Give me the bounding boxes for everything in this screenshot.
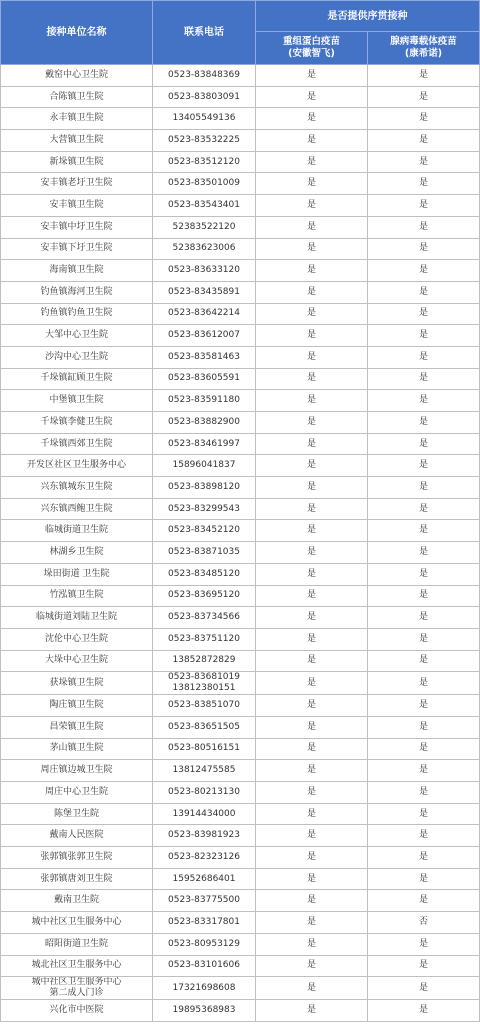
header-sequential-vaccination: 是否提供序贯接种 xyxy=(256,1,480,32)
cell-recombinant-protein: 是 xyxy=(256,130,368,152)
cell-unit-name: 安丰镇中圩卫生院 xyxy=(1,216,153,238)
table-row xyxy=(1,1000,480,1022)
cell-recombinant-protein: 是 xyxy=(256,195,368,217)
cell-phone: 0523-83612007 xyxy=(153,325,256,347)
cell-adenovirus-vector: 是 xyxy=(368,825,480,847)
cell-adenovirus-vector: 是 xyxy=(368,563,480,585)
table-row xyxy=(1,108,480,130)
cell-phone: 0523-83485120 xyxy=(153,563,256,585)
cell-unit-name: 钓鱼镇海河卫生院 xyxy=(1,281,153,303)
cell-unit-name: 周庄中心卫生院 xyxy=(1,782,153,804)
cell-unit-name: 戴南卫生院 xyxy=(1,890,153,912)
cell-phone: 13405549136 xyxy=(153,108,256,130)
cell-phone: 52383522120 xyxy=(153,216,256,238)
table-row xyxy=(1,455,480,477)
cell-recombinant-protein: 是 xyxy=(256,65,368,87)
cell-adenovirus-vector: 是 xyxy=(368,86,480,108)
cell-recombinant-protein: 是 xyxy=(256,890,368,912)
cell-recombinant-protein: 是 xyxy=(256,628,368,650)
cell-phone: 0523-83543401 xyxy=(153,195,256,217)
cell-unit-name: 城中社区卫生服务中心 xyxy=(1,912,153,934)
cell-recombinant-protein: 是 xyxy=(256,563,368,585)
cell-adenovirus-vector: 是 xyxy=(368,238,480,260)
cell-recombinant-protein: 是 xyxy=(256,86,368,108)
cell-recombinant-protein: 是 xyxy=(256,782,368,804)
cell-unit-name: 大垛中心卫生院 xyxy=(1,650,153,672)
header-vaccine-b-maker: (康希诺) xyxy=(404,48,443,59)
cell-unit-name: 城北社区卫生服务中心 xyxy=(1,955,153,977)
cell-recombinant-protein: 是 xyxy=(256,303,368,325)
cell-phone: 0523-83751120 xyxy=(153,628,256,650)
phone-line2: 13812380151 xyxy=(172,683,236,694)
cell-recombinant-protein: 是 xyxy=(256,933,368,955)
cell-unit-name: 海南镇卫生院 xyxy=(1,260,153,282)
cell-recombinant-protein: 是 xyxy=(256,151,368,173)
cell-adenovirus-vector: 是 xyxy=(368,520,480,542)
cell-recombinant-protein: 是 xyxy=(256,390,368,412)
cell-adenovirus-vector: 是 xyxy=(368,281,480,303)
cell-adenovirus-vector: 是 xyxy=(368,890,480,912)
cell-unit-name: 钓鱼镇钓鱼卫生院 xyxy=(1,303,153,325)
table-row xyxy=(1,412,480,434)
cell-recombinant-protein: 是 xyxy=(256,216,368,238)
cell-phone: 0523-83871035 xyxy=(153,542,256,564)
cell-unit-name: 昌荣镇卫生院 xyxy=(1,716,153,738)
cell-unit-name: 张郭镇唐刘卫生院 xyxy=(1,868,153,890)
table-row xyxy=(1,151,480,173)
cell-adenovirus-vector: 是 xyxy=(368,650,480,672)
table-row xyxy=(1,695,480,717)
cell-adenovirus-vector: 是 xyxy=(368,173,480,195)
cell-unit-name: 沈伦中心卫生院 xyxy=(1,628,153,650)
cell-recombinant-protein: 是 xyxy=(256,281,368,303)
cell-unit-name: 陶庄镇卫生院 xyxy=(1,695,153,717)
cell-recombinant-protein: 是 xyxy=(256,955,368,977)
cell-unit-name: 戴窑中心卫生院 xyxy=(1,65,153,87)
cell-phone: 0523-83452120 xyxy=(153,520,256,542)
cell-recombinant-protein: 是 xyxy=(256,868,368,890)
cell-unit-name: 张郭镇张郭卫生院 xyxy=(1,847,153,869)
cell-recombinant-protein: 是 xyxy=(256,433,368,455)
header-phone: 联系电话 xyxy=(153,1,256,65)
table-row xyxy=(1,803,480,825)
table-row xyxy=(1,498,480,520)
cell-adenovirus-vector: 是 xyxy=(368,803,480,825)
table-row xyxy=(1,195,480,217)
table-row xyxy=(1,955,480,977)
cell-phone: 0523-80953129 xyxy=(153,933,256,955)
cell-adenovirus-vector: 是 xyxy=(368,607,480,629)
table-row xyxy=(1,782,480,804)
cell-phone: 0523-83633120 xyxy=(153,260,256,282)
cell-adenovirus-vector: 是 xyxy=(368,303,480,325)
table-row xyxy=(1,825,480,847)
cell-recombinant-protein: 是 xyxy=(256,695,368,717)
cell-unit-name: 大营镇卫生院 xyxy=(1,130,153,152)
table-row xyxy=(1,238,480,260)
cell-recombinant-protein: 是 xyxy=(256,825,368,847)
cell-adenovirus-vector: 是 xyxy=(368,390,480,412)
cell-unit-name: 永丰镇卫生院 xyxy=(1,108,153,130)
cell-unit-name: 合陈镇卫生院 xyxy=(1,86,153,108)
cell-phone: 0523-83101606 xyxy=(153,955,256,977)
header-unit-name: 接种单位名称 xyxy=(1,1,153,65)
cell-adenovirus-vector: 是 xyxy=(368,498,480,520)
cell-unit-name: 林湖乡卫生院 xyxy=(1,542,153,564)
cell-phone: 17321698608 xyxy=(153,977,256,1000)
cell-recombinant-protein: 是 xyxy=(256,477,368,499)
cell-recombinant-protein: 是 xyxy=(256,520,368,542)
table-row xyxy=(1,325,480,347)
header-vaccine-a-name: 重组蛋白疫苗 xyxy=(282,36,340,47)
cell-adenovirus-vector: 是 xyxy=(368,151,480,173)
table-body xyxy=(1,65,480,1022)
table-row xyxy=(1,650,480,672)
cell-phone: 0523-83882900 xyxy=(153,412,256,434)
cell-recombinant-protein: 是 xyxy=(256,912,368,934)
cell-unit-name: 中堡镇卫生院 xyxy=(1,390,153,412)
cell-phone: 0523-83512120 xyxy=(153,151,256,173)
header-adenovirus-vector-vaccine xyxy=(368,32,480,65)
cell-unit-name: 大邹中心卫生院 xyxy=(1,325,153,347)
table-row xyxy=(1,563,480,585)
cell-recombinant-protein: 是 xyxy=(256,173,368,195)
cell-adenovirus-vector: 是 xyxy=(368,216,480,238)
cell-recombinant-protein: 是 xyxy=(256,455,368,477)
table-row xyxy=(1,368,480,390)
cell-recombinant-protein: 是 xyxy=(256,803,368,825)
cell-adenovirus-vector: 是 xyxy=(368,782,480,804)
cell-adenovirus-vector: 是 xyxy=(368,1000,480,1022)
cell-unit-name: 周庄镇边城卫生院 xyxy=(1,760,153,782)
cell-adenovirus-vector: 是 xyxy=(368,628,480,650)
cell-unit-name: 昭阳街道卫生院 xyxy=(1,933,153,955)
unit-name-line1: 城中社区卫生服务中心 xyxy=(31,977,122,988)
cell-recombinant-protein: 是 xyxy=(256,977,368,1000)
table-row xyxy=(1,585,480,607)
cell-phone: 0523-83851070 xyxy=(153,695,256,717)
cell-phone: 0523-83775500 xyxy=(153,890,256,912)
cell-recombinant-protein: 是 xyxy=(256,325,368,347)
cell-unit-name: 千垛镇缸顾卫生院 xyxy=(1,368,153,390)
cell-adenovirus-vector: 否 xyxy=(368,912,480,934)
cell-unit-name: 新垛镇卫生院 xyxy=(1,151,153,173)
cell-phone: 0523-83435891 xyxy=(153,281,256,303)
table-row xyxy=(1,716,480,738)
cell-recombinant-protein: 是 xyxy=(256,1000,368,1022)
header-vaccine-b-name: 腺病毒载体疫苗 xyxy=(390,36,457,47)
cell-recombinant-protein: 是 xyxy=(256,672,368,695)
cell-unit-name: 获垛镇卫生院 xyxy=(1,672,153,695)
header-vaccine-a-maker: (安徽智飞) xyxy=(288,48,335,59)
cell-phone: 0523-83848369 xyxy=(153,65,256,87)
cell-adenovirus-vector: 是 xyxy=(368,847,480,869)
cell-recombinant-protein: 是 xyxy=(256,542,368,564)
cell-phone: 0523-83981923 xyxy=(153,825,256,847)
cell-phone: 0523-83501009 xyxy=(153,173,256,195)
cell-unit-name: 安丰镇卫生院 xyxy=(1,195,153,217)
cell-unit-name: 千垛镇西郊卫生院 xyxy=(1,433,153,455)
cell-phone: 0523-83605591 xyxy=(153,368,256,390)
cell-recombinant-protein: 是 xyxy=(256,412,368,434)
cell-recombinant-protein: 是 xyxy=(256,108,368,130)
table-row xyxy=(1,760,480,782)
cell-phone xyxy=(153,672,256,695)
cell-recombinant-protein: 是 xyxy=(256,368,368,390)
cell-recombinant-protein: 是 xyxy=(256,607,368,629)
table-row xyxy=(1,65,480,87)
cell-unit-name: 开发区社区卫生服务中心 xyxy=(1,455,153,477)
cell-recombinant-protein: 是 xyxy=(256,760,368,782)
cell-phone: 0523-83581463 xyxy=(153,346,256,368)
cell-recombinant-protein: 是 xyxy=(256,650,368,672)
cell-adenovirus-vector: 是 xyxy=(368,542,480,564)
cell-phone: 0523-83299543 xyxy=(153,498,256,520)
cell-phone: 0523-83591180 xyxy=(153,390,256,412)
cell-phone: 0523-83317801 xyxy=(153,912,256,934)
cell-phone: 0523-83461997 xyxy=(153,433,256,455)
table-row xyxy=(1,173,480,195)
cell-unit-name: 垛田街道 卫生院 xyxy=(1,563,153,585)
cell-adenovirus-vector: 是 xyxy=(368,716,480,738)
cell-phone: 0523-80516151 xyxy=(153,738,256,760)
cell-unit-name: 陈堡卫生院 xyxy=(1,803,153,825)
cell-phone: 15952686401 xyxy=(153,868,256,890)
table-row xyxy=(1,477,480,499)
cell-recombinant-protein: 是 xyxy=(256,238,368,260)
cell-adenovirus-vector: 是 xyxy=(368,760,480,782)
table-row xyxy=(1,390,480,412)
cell-adenovirus-vector: 是 xyxy=(368,130,480,152)
table-row xyxy=(1,738,480,760)
cell-adenovirus-vector: 是 xyxy=(368,412,480,434)
table-row xyxy=(1,607,480,629)
cell-adenovirus-vector: 是 xyxy=(368,695,480,717)
cell-adenovirus-vector: 是 xyxy=(368,195,480,217)
table-row xyxy=(1,672,480,695)
cell-phone: 0523-83642214 xyxy=(153,303,256,325)
cell-adenovirus-vector: 是 xyxy=(368,933,480,955)
table-row xyxy=(1,890,480,912)
table-row xyxy=(1,933,480,955)
cell-adenovirus-vector: 是 xyxy=(368,65,480,87)
cell-phone: 0523-80213130 xyxy=(153,782,256,804)
cell-adenovirus-vector: 是 xyxy=(368,108,480,130)
cell-adenovirus-vector: 是 xyxy=(368,455,480,477)
cell-adenovirus-vector: 是 xyxy=(368,325,480,347)
table-row xyxy=(1,281,480,303)
table-row xyxy=(1,542,480,564)
cell-unit-name: 兴东镇城东卫生院 xyxy=(1,477,153,499)
cell-unit-name: 安丰镇老圩卫生院 xyxy=(1,173,153,195)
unit-name-line2: 第二成人门诊 xyxy=(49,988,104,999)
cell-adenovirus-vector: 是 xyxy=(368,977,480,1000)
table-row xyxy=(1,847,480,869)
cell-phone: 15896041837 xyxy=(153,455,256,477)
cell-adenovirus-vector: 是 xyxy=(368,368,480,390)
cell-unit-name: 临城街道刘陆卫生院 xyxy=(1,607,153,629)
cell-recombinant-protein: 是 xyxy=(256,346,368,368)
cell-recombinant-protein: 是 xyxy=(256,585,368,607)
table-row xyxy=(1,520,480,542)
table-row xyxy=(1,912,480,934)
cell-adenovirus-vector: 是 xyxy=(368,433,480,455)
table-row xyxy=(1,346,480,368)
cell-adenovirus-vector: 是 xyxy=(368,955,480,977)
cell-phone: 0523-83734566 xyxy=(153,607,256,629)
cell-phone: 0523-83898120 xyxy=(153,477,256,499)
cell-unit-name: 兴化市中医院 xyxy=(1,1000,153,1022)
cell-adenovirus-vector: 是 xyxy=(368,585,480,607)
cell-unit-name: 茅山镇卫生院 xyxy=(1,738,153,760)
cell-unit-name: 戴南人民医院 xyxy=(1,825,153,847)
cell-unit-name: 安丰镇下圩卫生院 xyxy=(1,238,153,260)
cell-adenovirus-vector: 是 xyxy=(368,868,480,890)
table-row xyxy=(1,216,480,238)
cell-unit-name: 临城街道卫生院 xyxy=(1,520,153,542)
cell-recombinant-protein: 是 xyxy=(256,716,368,738)
cell-recombinant-protein: 是 xyxy=(256,738,368,760)
cell-phone: 19895368983 xyxy=(153,1000,256,1022)
cell-adenovirus-vector: 是 xyxy=(368,346,480,368)
table-row xyxy=(1,433,480,455)
phone-line1: 0523-83681019 xyxy=(168,672,240,683)
table-row xyxy=(1,260,480,282)
cell-adenovirus-vector: 是 xyxy=(368,672,480,695)
cell-phone: 0523-83532225 xyxy=(153,130,256,152)
cell-phone: 0523-83695120 xyxy=(153,585,256,607)
cell-phone: 0523-82323126 xyxy=(153,847,256,869)
table-row xyxy=(1,130,480,152)
cell-unit-name: 竹泓镇卫生院 xyxy=(1,585,153,607)
cell-adenovirus-vector: 是 xyxy=(368,477,480,499)
table-row xyxy=(1,868,480,890)
cell-recombinant-protein: 是 xyxy=(256,498,368,520)
cell-recombinant-protein: 是 xyxy=(256,847,368,869)
table-row xyxy=(1,303,480,325)
cell-phone: 0523-83803091 xyxy=(153,86,256,108)
cell-unit-name: 沙沟中心卫生院 xyxy=(1,346,153,368)
table-row xyxy=(1,628,480,650)
cell-unit-name: 兴东镇西鲍卫生院 xyxy=(1,498,153,520)
cell-phone: 0523-83651505 xyxy=(153,716,256,738)
cell-phone: 13812475585 xyxy=(153,760,256,782)
cell-phone: 13852872829 xyxy=(153,650,256,672)
cell-unit-name xyxy=(1,977,153,1000)
cell-adenovirus-vector: 是 xyxy=(368,260,480,282)
header-recombinant-protein-vaccine xyxy=(256,32,368,65)
cell-phone: 13914434000 xyxy=(153,803,256,825)
cell-phone: 52383623006 xyxy=(153,238,256,260)
cell-recombinant-protein: 是 xyxy=(256,260,368,282)
table-header xyxy=(1,1,480,65)
cell-adenovirus-vector: 是 xyxy=(368,738,480,760)
table-row xyxy=(1,86,480,108)
table-row xyxy=(1,977,480,1000)
cell-unit-name: 千垛镇李健卫生院 xyxy=(1,412,153,434)
